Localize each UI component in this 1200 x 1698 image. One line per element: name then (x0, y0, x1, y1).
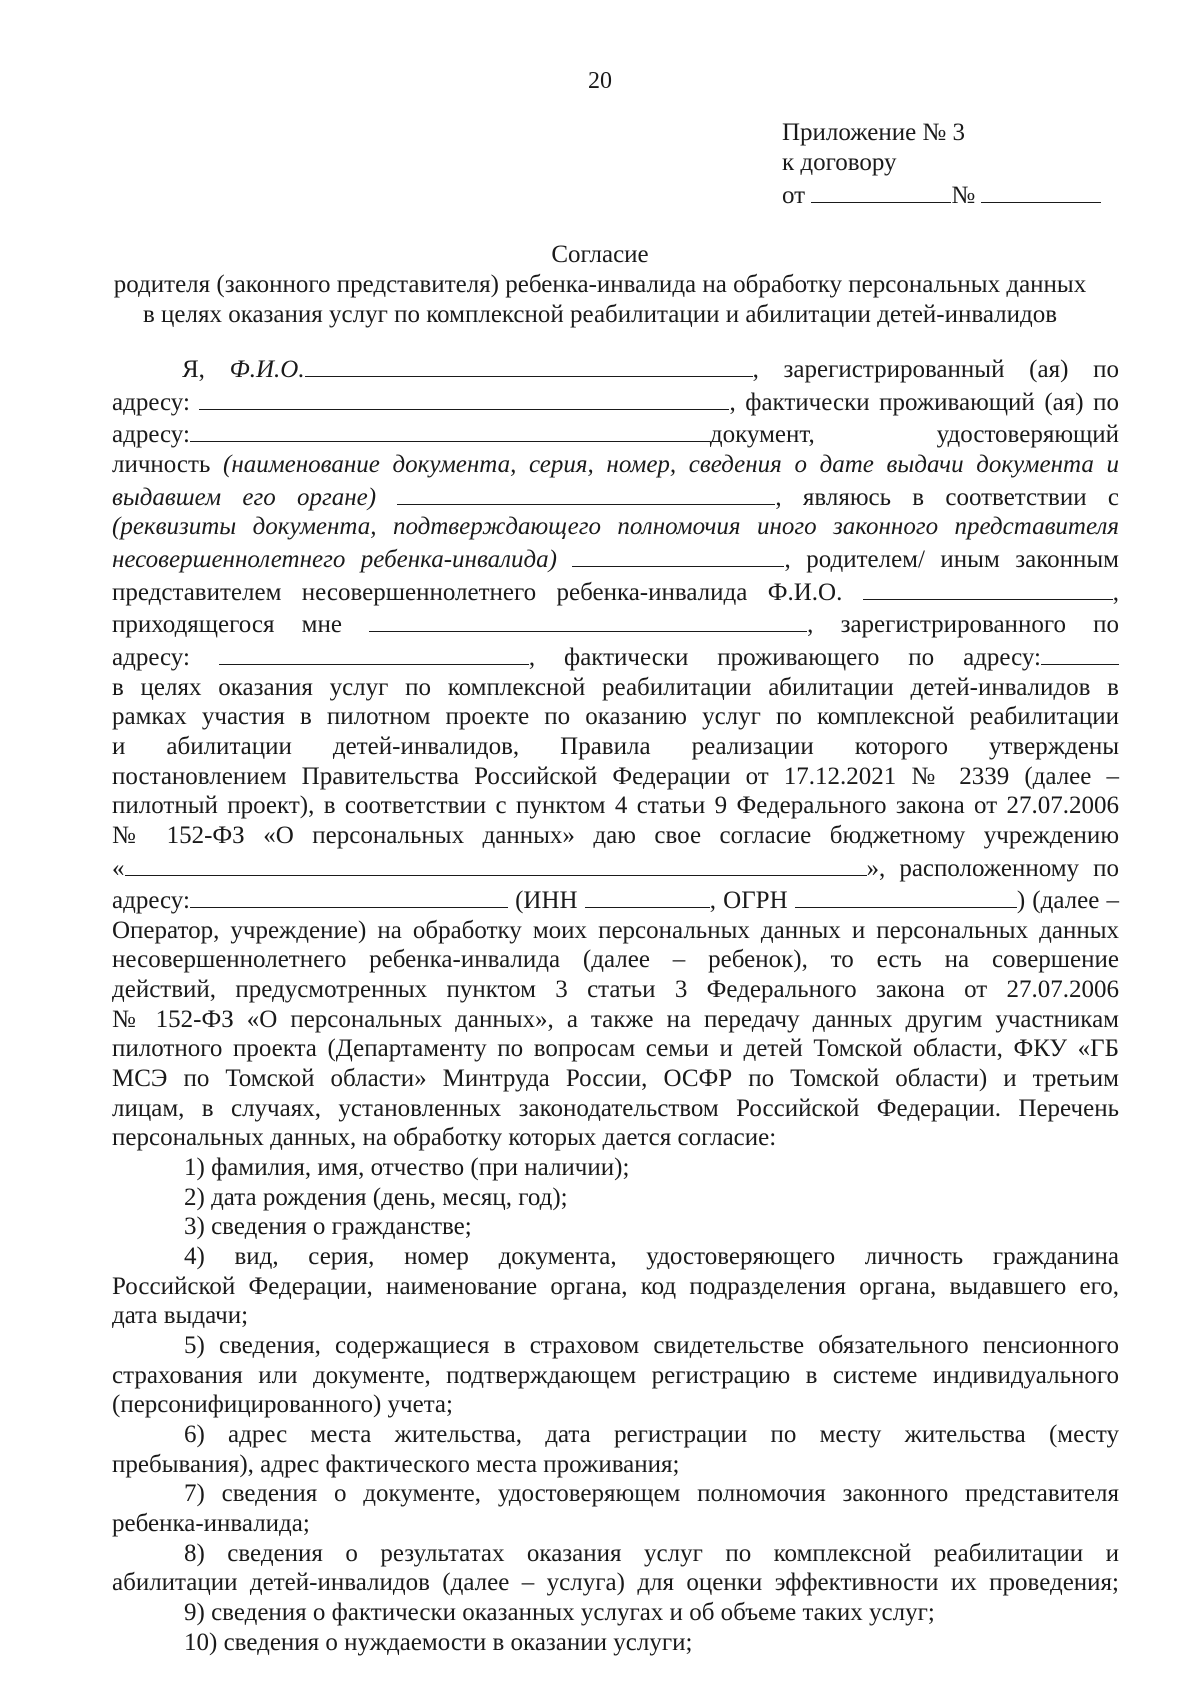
body-line: несовершеннолетнего ребенка-инвалида (далее – ребенок), то есть на совершение (112, 946, 1119, 974)
body-line: « », расположенному по (112, 851, 1119, 884)
document-blank[interactable] (397, 480, 775, 505)
address-blank[interactable] (199, 385, 729, 410)
list-item: Российской Федерации, наименование органа, код подразделения органа, выдавшего его, (112, 1272, 1119, 1300)
body-line: № 152-ФЗ «О персональных данных» даю свое согласие бюджетному учреждению (112, 821, 1119, 849)
list-item: ребенка-инвалида; (112, 1509, 310, 1537)
page-number: 20 (588, 68, 612, 94)
list-item: 2) дата рождения (день, месяц, год); (184, 1183, 568, 1211)
body-line: адресу: документ, удостоверяющий (112, 417, 1119, 450)
number-blank[interactable] (981, 178, 1101, 203)
child-address-blank[interactable] (219, 640, 529, 665)
list-item: 10) сведения о нуждаемости в оказании услуги; (184, 1628, 693, 1656)
body-line: действий, предусмотренных пунктом 3 статьи 3 Федерального закона от 27.07.2006 (112, 976, 1119, 1004)
appendix-header (782, 118, 1162, 211)
body-line: Оператор, учреждение) на обработку моих персональных данных и персональных данных (112, 916, 1119, 944)
body-line: (реквизиты документа, подтверждающего полномочия иного законного представителя (112, 513, 1119, 541)
list-item: 5) сведения, содержащиеся в страховом свидетельстве обязательного пенсионного (184, 1332, 1119, 1359)
body-line: рамках участия в пилотном проекте по оказанию услуг по комплексной реабилитации (112, 703, 1119, 731)
body-line: Я, Ф.И.О. , зарегистрированный (ая) по (112, 352, 1119, 385)
list-item: абилитации детей-инвалидов (далее – услуга) для оценки эффективности их проведения; (112, 1569, 1119, 1597)
list-item: 1) фамилия, имя, отчество (при наличии); (184, 1154, 630, 1182)
date-blank[interactable] (811, 178, 951, 203)
body-line: личность (наименование документа, серия, номер, сведения о дате выдачи документа и (112, 450, 1119, 478)
body-line: выдавшем его органе) , являюсь в соответствии с (112, 480, 1119, 513)
consent-body (112, 352, 1119, 1657)
body-line: приходящегося мне , зарегистрированного по (112, 607, 1119, 640)
body-line: лицам, в случаях, установленных законодательством Российской Федерации. Перечень (112, 1094, 1119, 1122)
body-line: адресу: , фактически проживающего по адресу: (112, 640, 1119, 673)
list-item: страхования или документе, подтверждающем регистрацию в системе индивидуального (112, 1361, 1119, 1389)
fio-blank[interactable] (305, 352, 753, 377)
title-subtitle-1: родителя (законного представителя) ребенка-инвалида на обработку персональных данных (113, 271, 1087, 298)
appendix-title: Приложение № 3 (782, 119, 966, 146)
body-line: и абилитации детей-инвалидов, Правила реализации которого утверждены (112, 732, 1119, 760)
body-line: адресу: (ИНН , ОГРН ) (далее – (112, 883, 1119, 916)
ogrn-blank[interactable] (795, 883, 1017, 908)
list-item: 4) вид, серия, номер документа, удостоверяющего личность гражданина (184, 1243, 1119, 1271)
operator-address-blank[interactable] (190, 883, 508, 908)
list-item: пребывания), адрес фактического места проживания; (112, 1450, 680, 1478)
relation-blank[interactable] (369, 607, 807, 632)
body-line: пилотного проекта (Департаменту по вопросам семьи и детей Томской области, ФКУ «ГБ (112, 1035, 1119, 1063)
list-item: 8) сведения о результатах оказания услуг по комплексной реабилитации и (184, 1539, 1119, 1567)
institution-blank[interactable] (125, 851, 867, 876)
body-line: МСЭ по Томской области» Минтруда России, ОСФР по Томской области) и третьим (112, 1065, 1119, 1093)
list-item: дата выдачи; (112, 1302, 249, 1330)
body-line: адресу: , фактически проживающий (ая) по (112, 385, 1119, 418)
body-line: персональных данных, на обработку которых дается согласие: (112, 1124, 777, 1152)
title-subtitle-2: в целях оказания услуг по комплексной реабилитации и абилитации детей-инвалидов (142, 301, 1058, 328)
list-item: 3) сведения о гражданстве; (184, 1213, 472, 1241)
body-line: № 152-ФЗ «О персональных данных», а также на передачу данных другим участникам (112, 1005, 1119, 1033)
residence-blank[interactable] (190, 417, 710, 442)
document-title (0, 240, 1200, 330)
appendix-contract: к договору (782, 149, 897, 176)
appendix-date-number: от № (782, 178, 1162, 211)
inn-blank[interactable] (585, 883, 710, 908)
list-item: (персонифицированного) учета; (112, 1391, 453, 1419)
list-item: 7) сведения о документе, удостоверяющем полномочия законного представителя (184, 1480, 1119, 1508)
authority-blank[interactable] (572, 542, 784, 567)
list-item: 6) адрес места жительства, дата регистрации по месту жительства (месту (184, 1420, 1119, 1448)
list-item: 9) сведения о фактически оказанных услугах и об объеме таких услуг; (184, 1598, 935, 1626)
body-line: постановлением Правительства Российской Федерации от 17.12.2021 № 2339 (далее – (112, 762, 1119, 790)
body-line: представителем несовершеннолетнего ребенка-инвалида Ф.И.О. , (112, 575, 1119, 608)
body-line: несовершеннолетнего ребенка-инвалида) , родителем/ иным законным (112, 542, 1119, 575)
body-line: в целях оказания услуг по комплексной реабилитации абилитации детей-инвалидов в (112, 673, 1119, 701)
title-heading: Согласие (551, 241, 649, 268)
child-residence-blank[interactable] (1041, 640, 1119, 665)
body-line: пилотный проект), в соответствии с пунктом 4 статьи 9 Федерального закона от 27.07.2006 (112, 792, 1119, 820)
child-fio-blank[interactable] (863, 575, 1113, 600)
